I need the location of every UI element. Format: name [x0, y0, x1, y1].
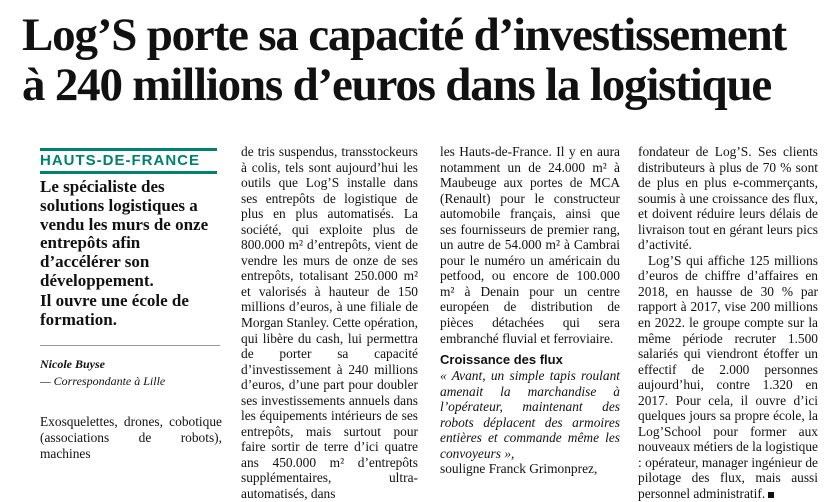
- body-paragraph: fondateur de Log’S. Ses clients distributeurs à plus de 70 % sont de plus en plus e-commerçants, soumis à une croissance des flux, et doivent réduire leurs délais de livraison tout en gérant leurs pics d’activité.: [638, 144, 818, 253]
- lede-paragraph-2: Il ouvre une école de formation.: [40, 291, 189, 329]
- divider: [40, 345, 220, 346]
- lede-paragraph-1: Le spécialiste des solutions logistiques a vendu les murs de onze entrepôts afin d’accélérer son développement.: [40, 177, 209, 290]
- body-paragraph: Exosquelettes, drones, cobotique (associations de robots), machines: [40, 414, 222, 461]
- quote-paragraph: « Avant, un simple tapis roulant amenait la marchandise à l’opérateur, maintenant des robots déplacent des armoires entières et commande même les convoyeurs »,: [440, 368, 620, 461]
- subheading: Croissance des flux: [440, 352, 563, 368]
- body-paragraph: de tris suspendus, transstockeurs à colis, tels sont aujourd’hui les outils que Log’S installe dans ses entrepôts de logistique de plus en plus automatisés. La société, qui exploite plus de 800.000 m² d’entrepôts, vient de vendre les murs de onze de ses entrepôts, totalisant 250.000 m² et valorisés à hauteur de 150 millions d’euros, à une filiale de Morgan Stanley. Cette opération, qui libère du cash, lui permettra de porter sa capacité d’investissement à 240 millions d’euros, d’une part pour doubler ses investissements annuels dans les équipements intérieurs de ses entrepôts, mais surtout pour faire sortir de terre d’ici quatre ans 450.000 m² d’entrepôts supplémentaires, ultra-automatisés, dans: [241, 144, 419, 502]
- quote-attribution: souligne Franck Grimonprez,: [440, 461, 598, 477]
- body-column-1: [241, 144, 418, 502]
- body-column-2: [440, 144, 620, 477]
- body-column-3: [638, 144, 818, 502]
- body-paragraph: les Hauts-de-France. Il y en aura notamment un de 24.000 m² à Maubeuge aux portes de MCA (Renault) pour le constructeur automobile français, ainsi que ses fournisseurs de premier rang, un autre de 54.000 m² à Cambrai pour le numéro un américain du petfood, ou encore de 100.000 m² à Denain pour un centre européen de distribution de pièces détachées qui sera embranché fluvial et ferroviaire.: [440, 144, 620, 346]
- body-column-0: [40, 401, 222, 475]
- headline-line-1: Log’S porte sa capacité d’investissement: [22, 9, 786, 61]
- author-name: Nicole Buyse: [40, 357, 105, 371]
- end-mark-icon: [768, 492, 774, 498]
- section-tag: HAUTS-DE-FRANCE: [40, 148, 217, 174]
- headline: [22, 10, 822, 110]
- headline-line-2: à 240 millions d’euros dans la logistique: [22, 59, 772, 111]
- body-paragraph-final: [638, 253, 818, 502]
- body-paragraph-final-text: Log’S qui affiche 125 millions d’euros de chiffre d’affaires en 2018, en hausse de 30 % par rapport à 2017, vise 200 millions en 2022. le groupe compte sur la même période recruter 1.500 salariés qui viendront étoffer un effectif de 2.000 personnes aujourd’hui, contre 1.320 en 2017. Pour cela, il ouvre d’ici quelques jours sa propre école, la Log’School pour former aux nouveaux métiers de la logistique : opérateur, manager ingénieur de pilotage des flux, mais aussi personnel administratif.: [638, 252, 818, 502]
- author-role: — Correspondante à Lille: [40, 374, 166, 388]
